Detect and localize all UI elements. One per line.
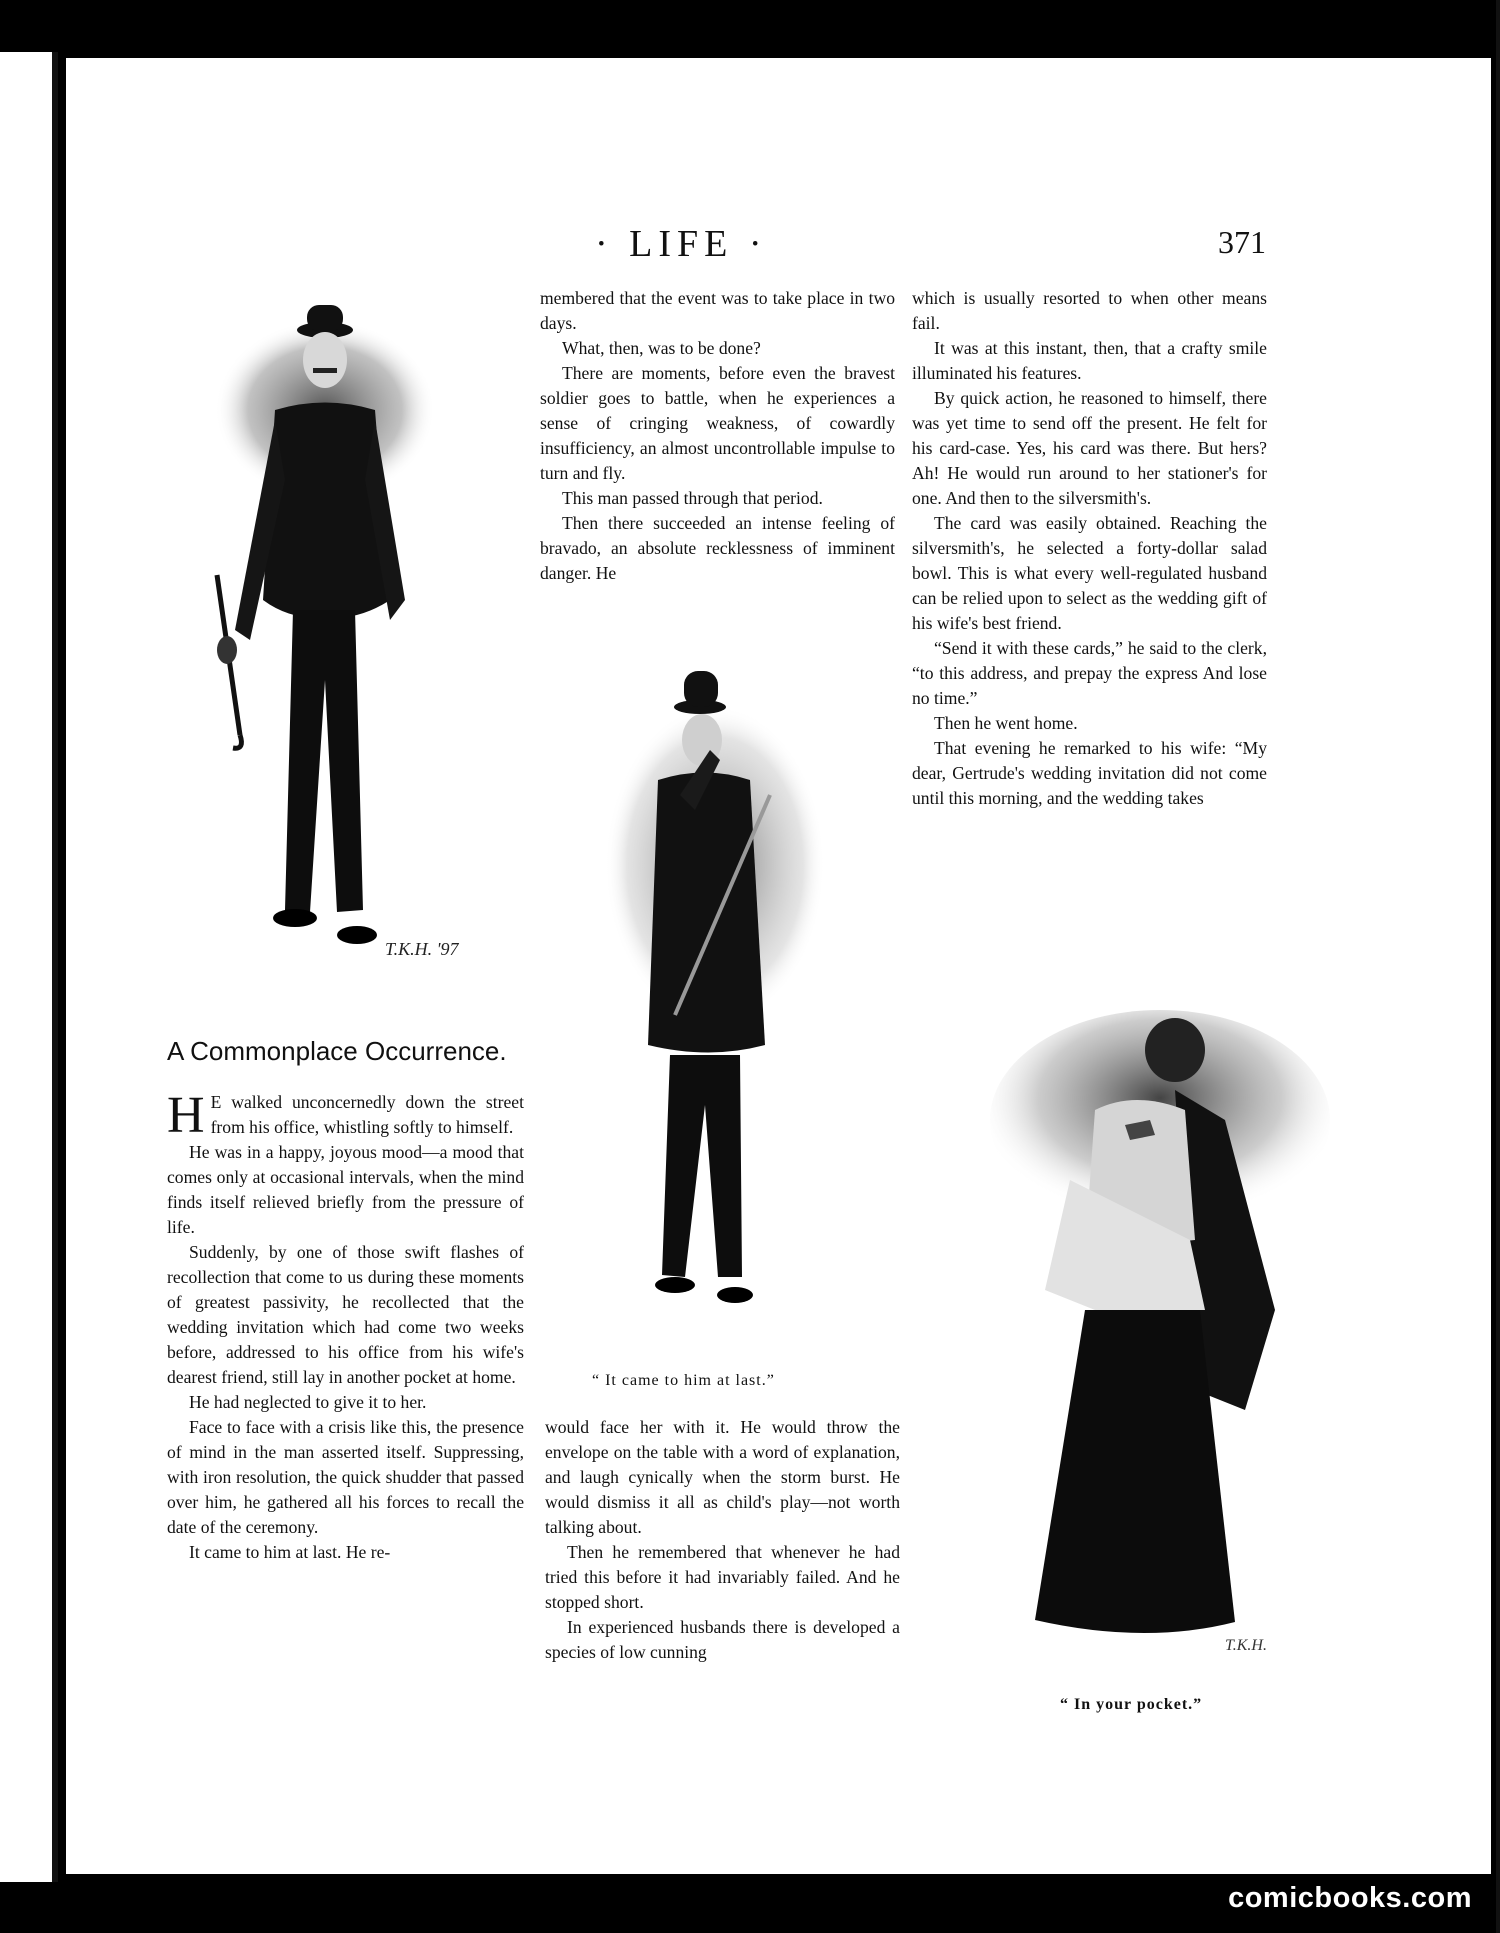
paragraph-opening: H E walked unconcernedly down the street from his office, whistling softly to himself. — [167, 1087, 524, 1144]
paragraph: There are moments, before even the bravest soldier goes to battle, when he experiences a sense of cringing weakness, of cowardly insufficiency, an almost uncontrollable impulse to turn and fly. — [540, 363, 895, 483]
text-column-2-bottom — [545, 1415, 900, 1665]
paragraph: would face her with it. He would throw the envelope on the table with a word of explanation, and laugh cynically when the storm burst. He would dismiss it all as child's play—not worth talking about. — [545, 1417, 900, 1537]
illustration-couple-embracing — [975, 1010, 1340, 1660]
paragraph: It was at this instant, then, that a crafty smile illuminated his features. — [912, 338, 1267, 383]
paragraph: Then he remembered that whenever he had tried this before it had invariably failed. And he stopped short. — [545, 1542, 900, 1612]
paragraph: In experienced husbands there is developed a species of low cunning — [545, 1617, 900, 1662]
binding-gutter — [52, 52, 58, 1882]
paragraph: That evening he remarked to his wife: “My dear, Gertrude's wedding invitation did not come until this morning, and the wedding takes — [912, 738, 1267, 808]
paragraph: He was in a happy, joyous mood—a mood that comes only at occasional intervals, when the mind finds itself relieved briefly from the pressure of life. — [167, 1142, 524, 1237]
paragraph: which is usually resorted to when other means fail. — [912, 288, 1267, 333]
page-right-edge — [1496, 0, 1500, 1933]
paragraph: By quick action, he reasoned to himself, there was yet time to send off the present. He felt for his card-case. Yes, his card was there. But hers? Ah! He would run around to her stationer's for one. And then to the silversmith's. — [912, 388, 1267, 508]
caption-middle-illustration: “ It came to him at last.” — [592, 1372, 775, 1389]
text-column-3 — [912, 286, 1267, 811]
paragraph: The card was easily obtained. Reaching the silversmith's, he selected a forty-dollar salad bowl. This is what every well-regulated husband can be relied upon to select as the wedding gift of his wife's best friend. — [912, 513, 1267, 633]
watermark: comicbooks.com — [1228, 1882, 1472, 1914]
paragraph: Suddenly, by one of those swift flashes of recollection that come to us during these moments of greatest passivity, he recollected that the wedding invitation which had come two weeks before, addressed to his office from his wife's dearest friend, still lay in another pocket at home. — [167, 1242, 524, 1387]
magazine-title: · LIFE · — [595, 223, 768, 265]
paragraph: This man passed through that period. — [562, 488, 823, 508]
paragraph: Face to face with a crisis like this, the presence of mind in the man asserted itself. Suppressing, with iron resolution, the quick shudder that passed over him, he gathered all his forces to recall the date of the ceremony. — [167, 1417, 524, 1537]
drop-cap: H — [167, 1087, 205, 1144]
paragraph: He had neglected to give it to her. — [189, 1392, 427, 1412]
paragraph: membered that the event was to take place in two days. — [540, 288, 895, 333]
illustration-man-pondering — [600, 665, 830, 1365]
illustration-signature-left: T.K.H. '97 — [385, 939, 459, 959]
paragraph: “Send it with these cards,” he said to the clerk, “to this address, and prepay the express And lose no time.” — [912, 638, 1267, 708]
page-number: 371 — [1218, 224, 1266, 260]
article-title: A Commonplace Occurrence. — [167, 1036, 507, 1066]
caption-right-illustration: “ In your pocket.” — [1060, 1696, 1203, 1713]
illustration-signature-right: T.K.H. — [1225, 1637, 1267, 1654]
facing-page-edge — [0, 52, 58, 1882]
paragraph: Then he went home. — [934, 713, 1078, 733]
illustration-man-with-cane — [175, 300, 475, 1000]
paragraph: It came to him at last. He re- — [189, 1542, 391, 1562]
paragraph: Then there succeeded an intense feeling of bravado, an absolute recklessness of imminent danger. He — [540, 513, 895, 583]
paragraph: What, then, was to be done? — [562, 338, 761, 358]
text-column-1 — [167, 1087, 524, 1565]
text-column-2-top — [540, 286, 895, 586]
